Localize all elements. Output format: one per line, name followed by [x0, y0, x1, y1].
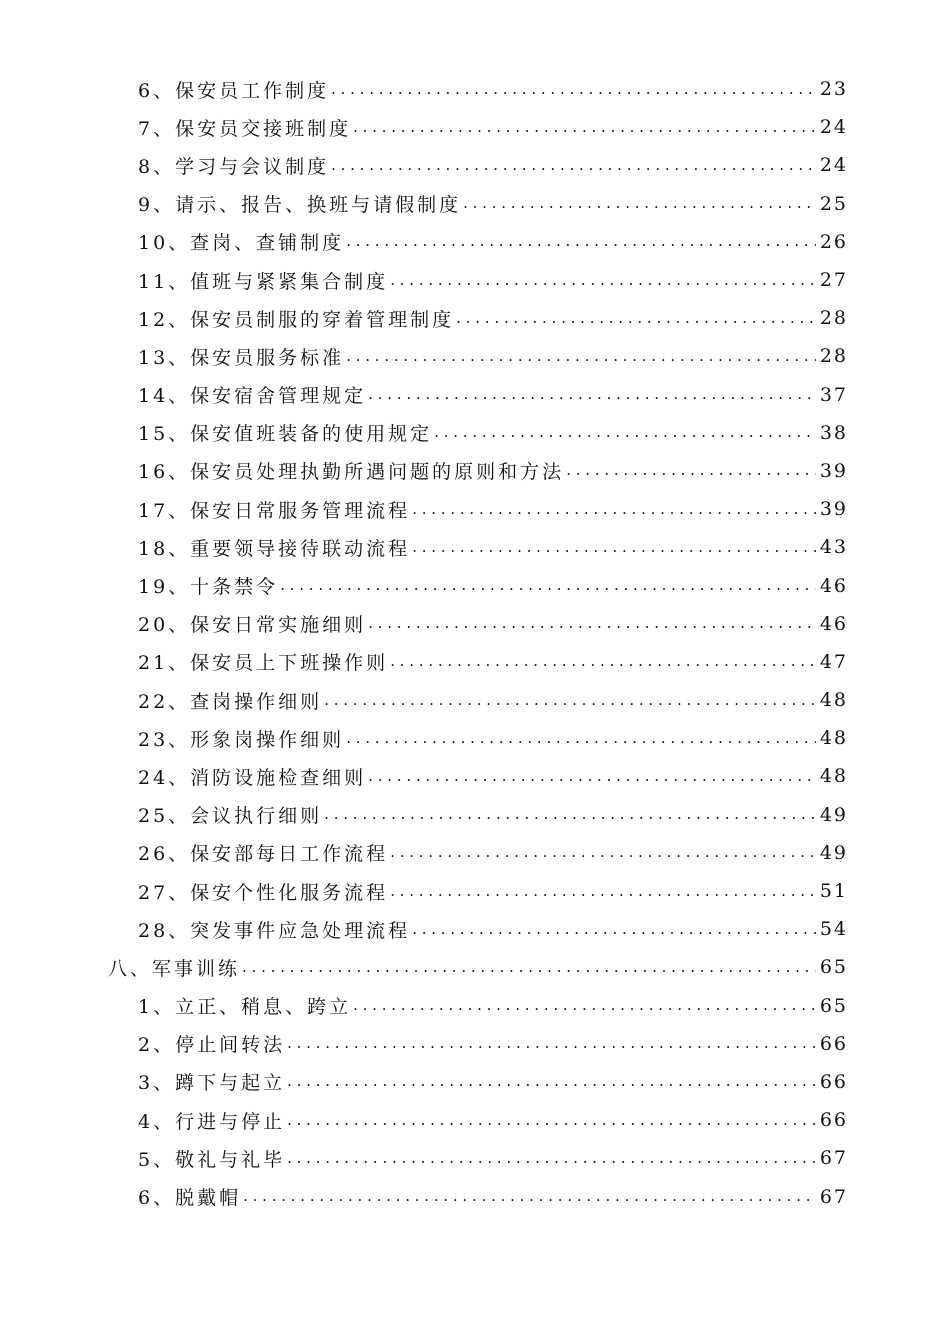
toc-dot-leader	[368, 614, 816, 633]
toc-entry-page-number: 66	[819, 1032, 848, 1055]
toc-entry[interactable]	[108, 757, 848, 795]
toc-dot-leader	[463, 194, 816, 213]
toc-entry[interactable]	[108, 146, 848, 184]
toc-entry[interactable]	[108, 796, 848, 834]
toc-dot-leader	[280, 576, 816, 595]
toc-entry-title: 2、停止间转法	[138, 1034, 286, 1057]
toc-entry-title: 6、保安员工作制度	[138, 79, 330, 102]
toc-entry[interactable]	[108, 910, 848, 948]
toc-entry-title: 20、保安日常实施细则	[138, 614, 367, 637]
toc-dot-leader	[346, 347, 816, 366]
toc-entry-title: 4、行进与停止	[138, 1110, 286, 1133]
toc-entry-page-number: 37	[819, 383, 848, 406]
toc-entry-title: 9、请示、报告、换班与请假制度	[138, 194, 462, 217]
toc-entry[interactable]	[108, 1063, 848, 1101]
toc-entry-page-number: 46	[819, 574, 848, 597]
toc-entry[interactable]	[108, 643, 848, 681]
toc-dot-leader	[346, 729, 816, 748]
toc-entry-title: 27、保安个性化服务流程	[138, 881, 389, 904]
toc-entry[interactable]	[108, 376, 848, 414]
toc-dot-leader	[390, 271, 816, 290]
toc-entry-page-number: 49	[819, 803, 848, 826]
toc-dot-leader	[412, 920, 816, 939]
toc-entry-title: 21、保安员上下班操作则	[138, 652, 389, 675]
toc-entry-page-number: 67	[819, 1185, 848, 1208]
toc-entry[interactable]	[108, 223, 848, 261]
toc-entry-title: 1、立正、稍息、跨立	[138, 996, 352, 1019]
toc-entry-title: 八、军事训练	[108, 957, 241, 980]
toc-entry-page-number: 54	[819, 918, 848, 941]
toc-entry[interactable]	[108, 1101, 848, 1139]
toc-entry[interactable]	[108, 605, 848, 643]
toc-entry-title: 15、保安值班装备的使用规定	[138, 423, 433, 446]
toc-dot-leader	[456, 309, 816, 328]
toc-entry-title: 13、保安员服务标准	[138, 346, 345, 369]
toc-entry[interactable]	[108, 299, 848, 337]
toc-dot-leader	[331, 80, 816, 99]
toc-entry[interactable]	[108, 1177, 848, 1215]
toc-entry-title: 19、十条禁令	[138, 576, 279, 599]
toc-entry-page-number: 24	[819, 154, 848, 177]
toc-entry-title: 16、保安员处理执勤所遇问题的原则和方法	[138, 461, 565, 484]
toc-entry[interactable]	[108, 987, 848, 1025]
toc-entry-page-number: 26	[819, 230, 848, 253]
toc-dot-leader	[331, 156, 816, 175]
toc-entry-title: 14、保安宿舍管理规定	[138, 385, 367, 408]
toc-dot-leader	[287, 1111, 816, 1130]
toc-dot-leader	[353, 996, 816, 1015]
toc-entry[interactable]	[108, 528, 848, 566]
toc-entry-title: 10、查岗、查铺制度	[138, 232, 345, 255]
toc-entry-title: 7、保安员交接班制度	[138, 117, 352, 140]
toc-entry-title: 22、查岗操作细则	[138, 690, 323, 713]
toc-entry-page-number: 39	[819, 459, 848, 482]
toc-entry-page-number: 66	[819, 1109, 848, 1132]
toc-dot-leader	[353, 118, 816, 137]
toc-dot-leader	[287, 1072, 816, 1091]
toc-entry-page-number: 67	[819, 1147, 848, 1170]
toc-dot-leader	[324, 691, 816, 710]
toc-entry[interactable]	[108, 452, 848, 490]
toc-entry[interactable]	[108, 834, 848, 872]
toc-entry[interactable]	[108, 337, 848, 375]
toc-dot-leader	[324, 805, 816, 824]
toc-entry[interactable]	[108, 414, 848, 452]
toc-dot-leader	[287, 1034, 816, 1053]
toc-entry-title: 28、突发事件应急处理流程	[138, 919, 411, 942]
toc-entry-page-number: 66	[819, 1070, 848, 1093]
toc-entry[interactable]	[108, 872, 848, 910]
toc-entry-title: 24、消防设施检查细则	[138, 766, 367, 789]
toc-dot-leader	[368, 385, 816, 404]
toc-entry-page-number: 51	[819, 880, 848, 903]
toc-entry[interactable]	[108, 185, 848, 223]
toc-entry-page-number: 49	[819, 841, 848, 864]
toc-dot-leader	[390, 882, 816, 901]
toc-dot-leader	[368, 767, 816, 786]
toc-entry-title: 11、值班与紧紧集合制度	[138, 270, 389, 293]
toc-entry-page-number: 47	[819, 650, 848, 673]
toc-entry-page-number: 48	[819, 765, 848, 788]
toc-entry-page-number: 28	[819, 345, 848, 368]
toc-entry-page-number: 23	[819, 78, 848, 101]
toc-dot-leader	[242, 958, 816, 977]
toc-dot-leader	[390, 843, 816, 862]
toc-entry[interactable]	[108, 719, 848, 757]
toc-entry-page-number: 28	[819, 307, 848, 330]
toc-entry-page-number: 38	[819, 421, 848, 444]
toc-entry-title: 3、蹲下与起立	[138, 1072, 286, 1095]
toc-entry-page-number: 27	[819, 269, 848, 292]
toc-entry-page-number: 39	[819, 498, 848, 521]
toc-entry[interactable]	[108, 1139, 848, 1177]
toc-entry-page-number: 43	[819, 536, 848, 559]
toc-entry[interactable]	[108, 108, 848, 146]
toc-dot-leader	[346, 232, 816, 251]
toc-entry-page-number: 65	[819, 994, 848, 1017]
table-of-contents	[108, 70, 848, 1216]
toc-entry[interactable]	[108, 261, 848, 299]
toc-entry-page-number: 48	[819, 689, 848, 712]
toc-entry-title: 17、保安日常服务管理流程	[138, 499, 411, 522]
toc-entry[interactable]	[108, 566, 848, 604]
toc-dot-leader	[412, 538, 816, 557]
toc-dot-leader	[434, 423, 816, 442]
toc-entry-page-number: 25	[819, 192, 848, 215]
toc-entry-title: 5、敬礼与礼毕	[138, 1148, 286, 1171]
toc-entry-page-number: 46	[819, 612, 848, 635]
toc-entry[interactable]	[108, 70, 848, 108]
toc-entry-page-number: 65	[819, 956, 848, 979]
toc-entry-title: 8、学习与会议制度	[138, 155, 330, 178]
toc-entry[interactable]	[108, 948, 848, 986]
toc-entry-title: 18、重要领导接待联动流程	[138, 537, 411, 560]
toc-dot-leader	[287, 1149, 816, 1168]
toc-entry-title: 25、会议执行细则	[138, 805, 323, 828]
toc-entry-title: 6、脱戴帽	[138, 1187, 242, 1210]
toc-dot-leader	[412, 500, 816, 519]
toc-entry-page-number: 24	[819, 116, 848, 139]
toc-entry-page-number: 48	[819, 727, 848, 750]
toc-dot-leader	[243, 1187, 816, 1206]
toc-entry-title: 12、保安员制服的穿着管理制度	[138, 308, 455, 331]
toc-entry-title: 26、保安部每日工作流程	[138, 843, 389, 866]
toc-entry[interactable]	[108, 1025, 848, 1063]
toc-entry-title: 23、形象岗操作细则	[138, 728, 345, 751]
toc-entry[interactable]	[108, 490, 848, 528]
toc-entry[interactable]	[108, 681, 848, 719]
toc-dot-leader	[390, 652, 816, 671]
toc-dot-leader	[566, 461, 816, 480]
